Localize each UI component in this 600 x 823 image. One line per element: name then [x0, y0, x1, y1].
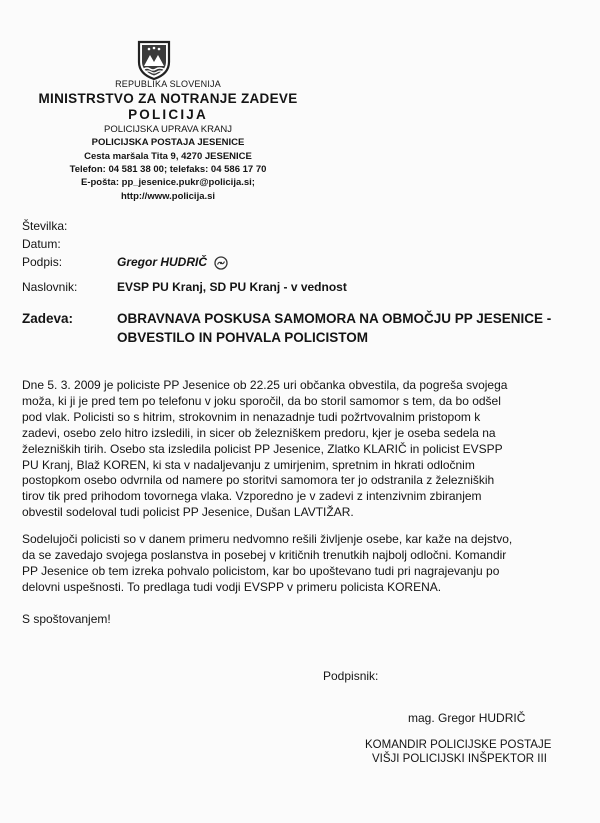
police-directorate: POLICIJSKA UPRAVA KRANJ	[104, 124, 232, 135]
subject-line: OBRAVNAVA POSKUSA SAMOMORA NA OBMOČJU PP JESENICE -	[117, 311, 552, 326]
text-line: da se zavedajo svojega poslanstva in posebej v kritičnih trenutkih najbolj odločni. Komandir	[22, 547, 507, 562]
subject-value	[117, 309, 551, 347]
text-line: PP Jesenice ob tem izreka pohvalo policistom, kar bo upoštevano tudi pri nagrajevanju po	[22, 563, 500, 578]
text-line: zadevi, osebo zelo hitro izsledili, in sicer ob železniškem predoru, kjer je oseba sedela na	[22, 425, 496, 440]
email-address: E-pošta: pp_jesenice.pukr@policija.si;	[81, 177, 255, 188]
recipient-value: EVSP PU Kranj, SD PU Kranj - v vednost	[117, 280, 347, 294]
text-line: Dne 5. 3. 2009 je policiste PP Jesenice ob 22.25 uri občanka obvestila, da pogreša svojega	[22, 378, 508, 392]
subject-label: Zadeva:	[22, 311, 74, 326]
text-line: moža, ki ji je pred tem po telefonu v joku sporočil, da bo storil samomor s tem, da bo odšel	[22, 393, 501, 408]
signatory-rank: VIŠJI POLICIJSKI INŠPEKTOR III	[372, 753, 547, 765]
text-line: tirov tik pred prihodom tovornega vlaka. Vzporedno je v zadevi z intenzivnim zbiranjem	[22, 489, 482, 504]
signatory-label: Podpisnik:	[323, 669, 379, 683]
text-line: postopkom osebo odvrnila od namere po storitvi samomora ter jo odstranila z železniških	[22, 473, 495, 488]
signature-label: Podpis:	[22, 255, 63, 269]
text-line: železniških tirih. Osebo sta izsledila policist PP Jesenice, Zlatko KLARIČ in policist EVSPP	[22, 441, 503, 456]
signatory-name: mag. Gregor HUDRIČ	[408, 711, 526, 725]
text-line: delovni uspešnosti. To predlaga tudi vodji EVSPP v primeru policista KORENA.	[22, 579, 442, 594]
station-address: Cesta maršala Tita 9, 4270 JESENICE	[84, 151, 252, 162]
text-line: PU Kranj, Blaž KOREN, ki sta v nadaljevanju z umirjenim, spretnim in hkrati odločnim	[22, 457, 475, 472]
number-label: Številka:	[22, 219, 68, 233]
signature-value	[117, 255, 228, 270]
date-label: Datum:	[22, 237, 61, 251]
recipient-label: Naslovnik:	[22, 280, 78, 294]
website-url: http://www.policija.si	[120, 191, 216, 202]
phone-fax: Telefon: 04 581 38 00; telefaks: 04 586 17 70	[69, 164, 267, 175]
closing-greeting: S spoštovanjem!	[22, 612, 111, 626]
police-name: POLICIJA	[128, 107, 208, 122]
ministry-name: MINISTRSTVO ZA NOTRANJE ZADEVE	[38, 91, 298, 106]
coat-of-arms-icon	[136, 40, 172, 80]
text-line: obvestil sodeloval tudi policist PP Jesenice, Dušan LAVTIŽAR.	[22, 505, 354, 520]
signature-name: Gregor HUDRIČ	[117, 255, 208, 269]
republic-name: REPUBLIKA SLOVENIJA	[115, 79, 221, 89]
text-line: Sodelujoči policisti so v danem primeru nedvomno rešili življenje osebe, kar kaže na dejstvo,	[22, 532, 513, 546]
body-paragraph-2	[22, 532, 590, 596]
text-line: pod vlak. Policisti so s hitrim, strokovnim in nenazadnje tudi požrtvovalnim pristopom k	[22, 409, 481, 424]
stamp-icon	[214, 256, 228, 270]
police-station: POLICIJSKA POSTAJA JESENICE	[91, 137, 245, 148]
body-paragraph-1	[22, 378, 590, 521]
signatory-title: KOMANDIR POLICIJSKE POSTAJE	[365, 739, 552, 751]
subject-line: OBVESTILO IN POHVALA POLICISTOM	[117, 330, 369, 345]
